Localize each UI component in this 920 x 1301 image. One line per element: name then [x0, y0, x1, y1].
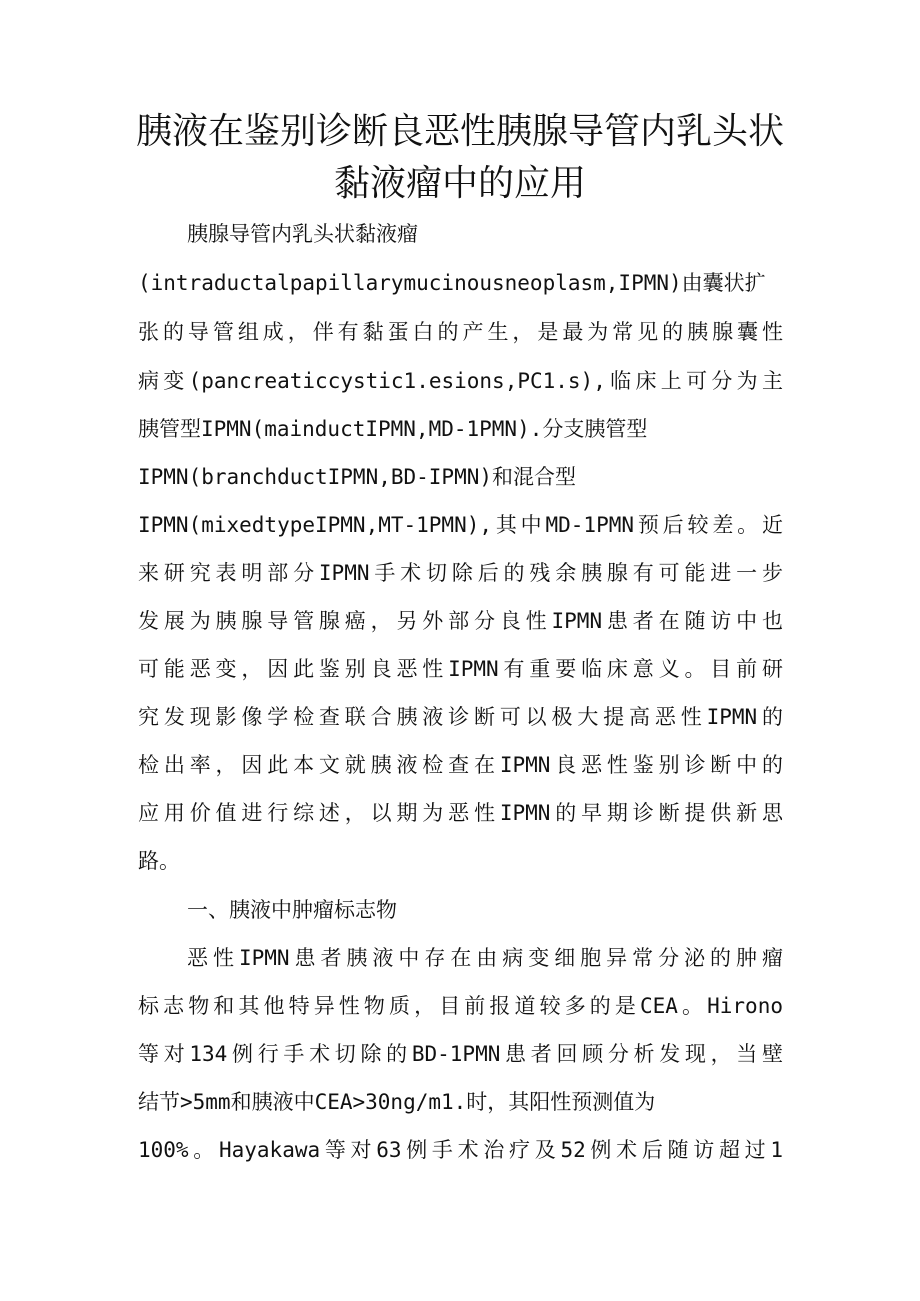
paragraph-line: 路。 [138, 849, 180, 873]
paragraph-line: 张的导管组成，伴有黏蛋白的产生，是最为常见的胰腺囊性 [138, 320, 783, 344]
paragraph-line: 可能恶变，因此鉴别良恶性IPMN有重要临床意义。目前研 [138, 657, 783, 681]
section-heading: 一、胰液中肿瘤标志物 [187, 898, 397, 922]
paragraph-line: 恶性IPMN患者胰液中存在由病变细胞异常分泌的肿瘤 [187, 946, 783, 970]
paragraph-line: 应用价值进行综述，以期为恶性IPMN的早期诊断提供新思 [138, 801, 783, 825]
document-title-line-1: 胰液在鉴别诊断良恶性胰腺导管内乳头状 [135, 111, 784, 152]
paragraph-line: 等对134例行手术切除的BD-1PMN患者回顾分析发现，当壁 [138, 1042, 783, 1066]
paragraph-line: 究发现影像学检查联合胰液诊断可以极大提高恶性IPMN的 [138, 705, 783, 729]
paragraph-line: 发展为胰腺导管腺癌，另外部分良性IPMN患者在随访中也 [138, 609, 783, 633]
paragraph-line: IPMN(mixedtypeIPMN,MT-1PMN),其中MD-1PMN预后较差。近 [138, 513, 783, 537]
paragraph-line: (intraductalpapillarymucinousneoplasm,IPMN)由囊状扩 [138, 271, 766, 295]
document-title-line-2: 黏液瘤中的应用 [333, 163, 586, 204]
paragraph-line: 胰腺导管内乳头状黏液瘤 [187, 222, 418, 246]
paragraph-line: 病变(pancreaticcystic1.esions,PC1.s),临床上可分为主 [138, 369, 783, 393]
paragraph-line: 检出率，因此本文就胰液检查在IPMN良恶性鉴别诊断中的 [138, 753, 783, 777]
paragraph-line: 100%。Hayakawa等对63例手术治疗及52例术后随访超过1 [138, 1138, 783, 1162]
paragraph-line: 来研究表明部分IPMN手术切除后的残余胰腺有可能进一步 [138, 561, 783, 585]
paragraph-line: 结节>5mm和胰液中CEA>30ng/m1.时，其阳性预测值为 [138, 1090, 656, 1114]
paragraph-line: 标志物和其他特异性物质，目前报道较多的是CEA。Hirono [138, 994, 783, 1018]
paragraph-line: 胰管型IPMN(mainductIPMN,MD-1PMN).分支胰管型 [138, 417, 648, 441]
paragraph-line: IPMN(branchductIPMN,BD-IPMN)和混合型 [138, 465, 577, 489]
